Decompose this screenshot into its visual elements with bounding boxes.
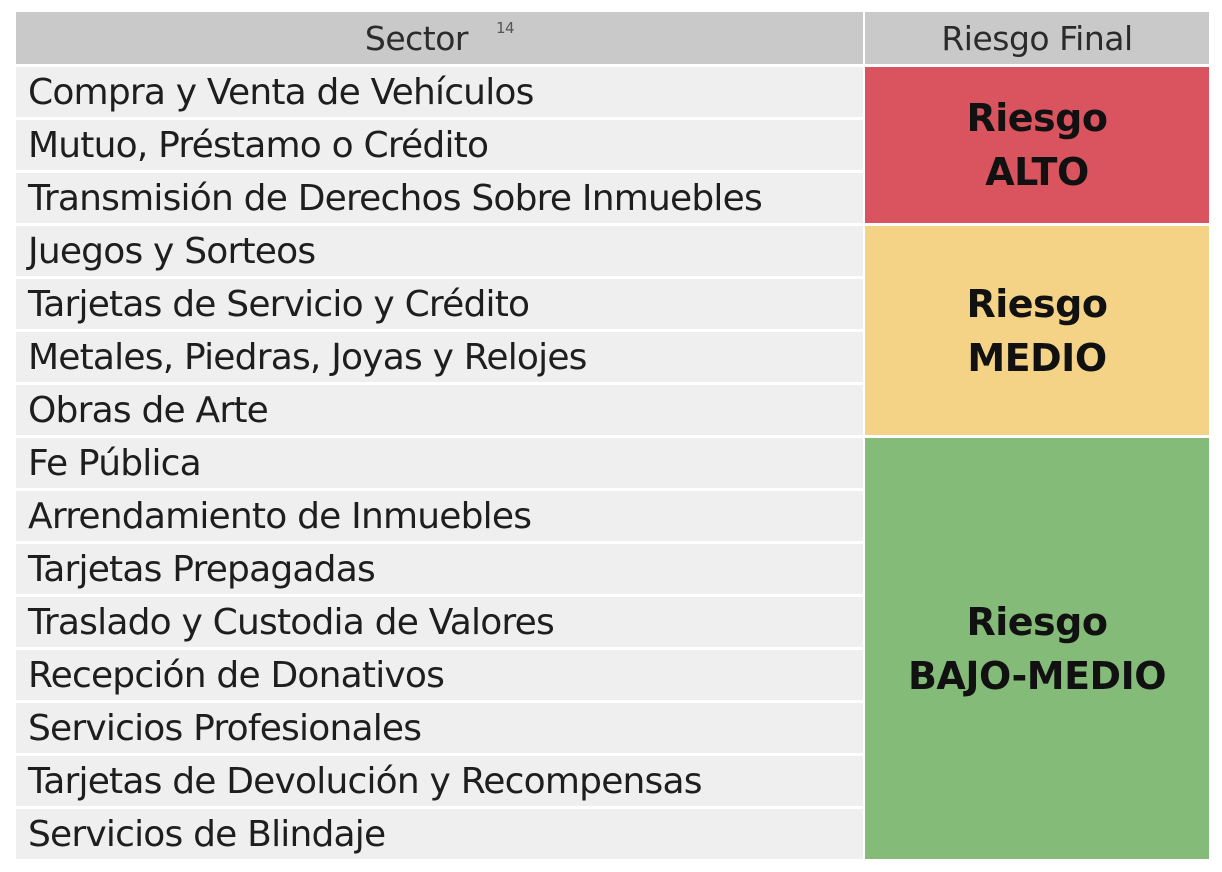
sector-row: Obras de Arte: [16, 385, 863, 438]
sector-header-label: Sector: [364, 18, 468, 58]
sector-row: Mutuo, Préstamo o Crédito: [16, 120, 863, 173]
risk-level: ALTO: [985, 150, 1089, 194]
sector-row: Compra y Venta de Vehículos: [16, 67, 863, 120]
sector-row: Servicios Profesionales: [16, 703, 863, 756]
sector-row: Transmisión de Derechos Sobre Inmuebles: [16, 173, 863, 226]
risk-label: Riesgo: [966, 96, 1108, 140]
risk-label: Riesgo: [966, 281, 1108, 326]
risk-level: MEDIO: [967, 335, 1107, 380]
risk-header: [865, 12, 1209, 67]
sector-row: Tarjetas de Devolución y Recompensas: [16, 756, 863, 809]
risk-cell-alto: [865, 67, 1209, 226]
sector-row: Servicios de Blindaje: [16, 809, 863, 862]
sector-row: Arrendamiento de Inmuebles: [16, 491, 863, 544]
sector-row: Traslado y Custodia de Valores: [16, 597, 863, 650]
risk-label: Riesgo: [966, 599, 1108, 644]
risk-column: [865, 67, 1209, 862]
sector-row: Fe Pública: [16, 438, 863, 491]
risk-table: [16, 12, 1209, 862]
sector-row: Metales, Piedras, Joyas y Relojes: [16, 332, 863, 385]
sector-row: Juegos y Sorteos: [16, 226, 863, 279]
sector-row: Tarjetas de Servicio y Crédito: [16, 279, 863, 332]
risk-header-label: Riesgo Final: [941, 18, 1133, 58]
sector-header: [16, 12, 863, 67]
sector-list: [16, 67, 863, 862]
risk-level: BAJO-MEDIO: [907, 653, 1167, 698]
risk-cell-bajo-medio: [865, 438, 1209, 862]
sector-footnote: 14: [496, 19, 515, 37]
sector-row: Recepción de Donativos: [16, 650, 863, 703]
risk-cell-medio: [865, 226, 1209, 438]
sector-row: Tarjetas Prepagadas: [16, 544, 863, 597]
